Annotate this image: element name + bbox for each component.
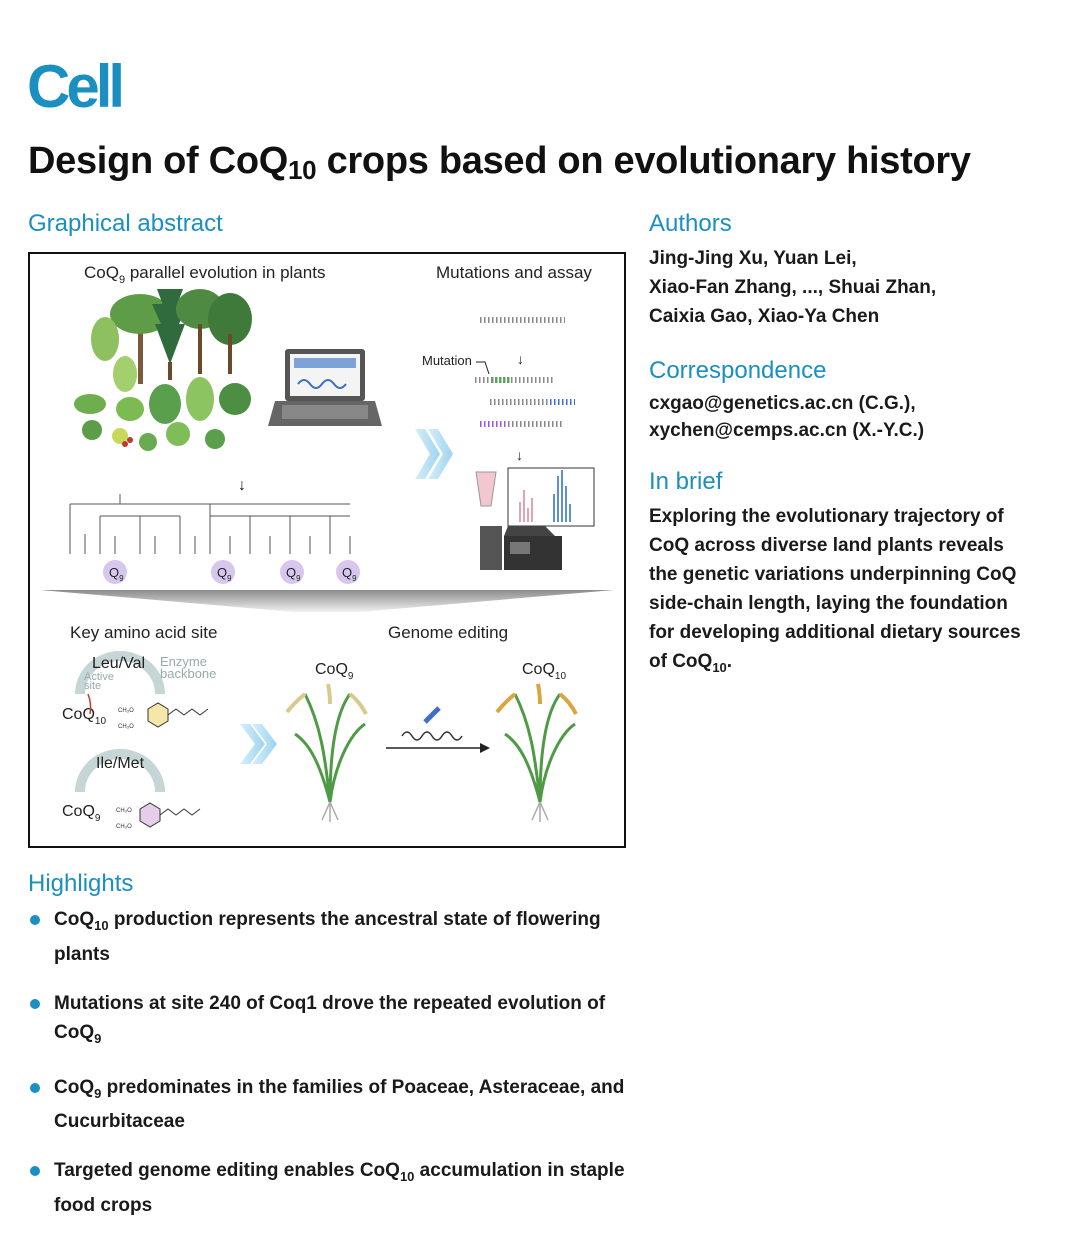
leu-val-label: Leu/Val [92, 655, 146, 672]
editing-arrowhead [480, 743, 490, 753]
enzyme-backbone-label: Enzyme backbone [160, 654, 217, 681]
svg-text:↓: ↓ [517, 351, 524, 367]
mass-spec-chart [508, 468, 594, 526]
graphical-abstract [28, 252, 626, 848]
gene-editing-icon [402, 708, 462, 740]
graphical-abstract-figure [30, 254, 624, 846]
bullet-icon [30, 999, 40, 1009]
svg-text:Q9: $Q_9$ [342, 565, 357, 583]
panel2-title: Mutations and assay [436, 263, 592, 282]
highlights-list [28, 905, 628, 1240]
svg-text:CH₃O: CH₃O [116, 808, 132, 814]
coq9-molecule [116, 803, 200, 830]
graphical-abstract-heading: Graphical abstract [28, 210, 223, 237]
phylogenetic-tree [70, 494, 350, 554]
email-link-chen[interactable]: xychen@cemps.ac.cn (X.-Y.C.) [649, 420, 925, 441]
flow-chevron-2 [240, 724, 277, 764]
laptop-icon [268, 349, 382, 426]
flow-chevron-1 [415, 429, 453, 479]
panel3-title: Key amino acid site [70, 623, 218, 642]
correspondence-emails [649, 390, 1059, 444]
rice-plant-wildtype [287, 684, 366, 822]
journal-logo: Cell [27, 53, 122, 120]
in-brief-text: Exploring the evolutionary trajectory of CoQ across diverse land plants reveals the genetic variations underpinning CoQ side-chain length, laying the foundation for developing additional dietary sources of CoQ$_{10}$. [649, 506, 1021, 675]
q9-badge [280, 560, 304, 584]
active-site-label: Active site [84, 671, 114, 692]
svg-text:↓: ↓ [516, 447, 523, 463]
panel4-title: Genome editing [388, 623, 509, 642]
bullet-icon [30, 915, 40, 925]
highlight-item: CoQ$_{10}$ production represents the ancestral state of flowering plants [28, 905, 628, 969]
sequence-alignment [475, 320, 575, 424]
article-title: Design of CoQ$_{10}$ crops based on evolutionary history [28, 140, 971, 185]
bullet-icon [30, 1083, 40, 1093]
ile-met-label: Ile/Met [96, 755, 145, 772]
q9-badge [103, 560, 127, 584]
coq9-label: CoQ$_9$ [62, 803, 101, 824]
rice-plant-edited [497, 684, 576, 822]
q9-badge [211, 560, 235, 584]
highlight-item: Mutations at site 240 of Coq1 drove the repeated evolution of CoQ$_9$ [28, 989, 628, 1053]
authors-list: Jing-Jing Xu, Yuan Lei, Xiao-Fan Zhang, ..., Shuai Zhan, Caixia Gao, Xiao-Ya Chen [649, 248, 937, 327]
correspondence-heading: Correspondence [649, 357, 827, 384]
email-link-gao[interactable]: cxgao@genetics.ac.cn (C.G.), [649, 393, 916, 414]
svg-text:CH₃O: CH₃O [116, 824, 132, 830]
coq10-plant-label: CoQ$_{10}$ [522, 661, 567, 682]
q9-badge [336, 560, 360, 584]
authors-heading: Authors [649, 210, 732, 237]
plants-illustration [74, 289, 252, 451]
panel1-title: CoQ$_9$ parallel evolution in plants [84, 263, 326, 286]
in-brief-heading: In brief [649, 468, 723, 495]
mutation-pointer [476, 362, 489, 374]
svg-text:↓: ↓ [238, 477, 246, 494]
svg-text:CH₃O: CH₃O [118, 724, 134, 730]
svg-text:CH₃O: CH₃O [118, 708, 134, 714]
coq10-label: CoQ$_{10}$ [62, 706, 107, 727]
highlight-item: Targeted genome editing enables CoQ$_{10}$ accumulation in staple food crops [28, 1156, 628, 1220]
svg-text:Q9: $Q_9$ [217, 565, 232, 583]
coq9-plant-label: CoQ$_9$ [315, 661, 354, 682]
svg-text:Q9: $Q_9$ [286, 565, 301, 583]
highlights-heading: Highlights [28, 870, 134, 897]
funnel-shading [40, 590, 614, 612]
bullet-icon [30, 1166, 40, 1176]
highlight-item: CoQ$_9$ predominates in the families of Poaceae, Asteraceae, and Cucurbitaceae [28, 1073, 628, 1137]
coq10-molecule [118, 703, 208, 730]
svg-text:Q9: $Q_9$ [109, 565, 124, 583]
mutation-label: Mutation [422, 353, 472, 368]
